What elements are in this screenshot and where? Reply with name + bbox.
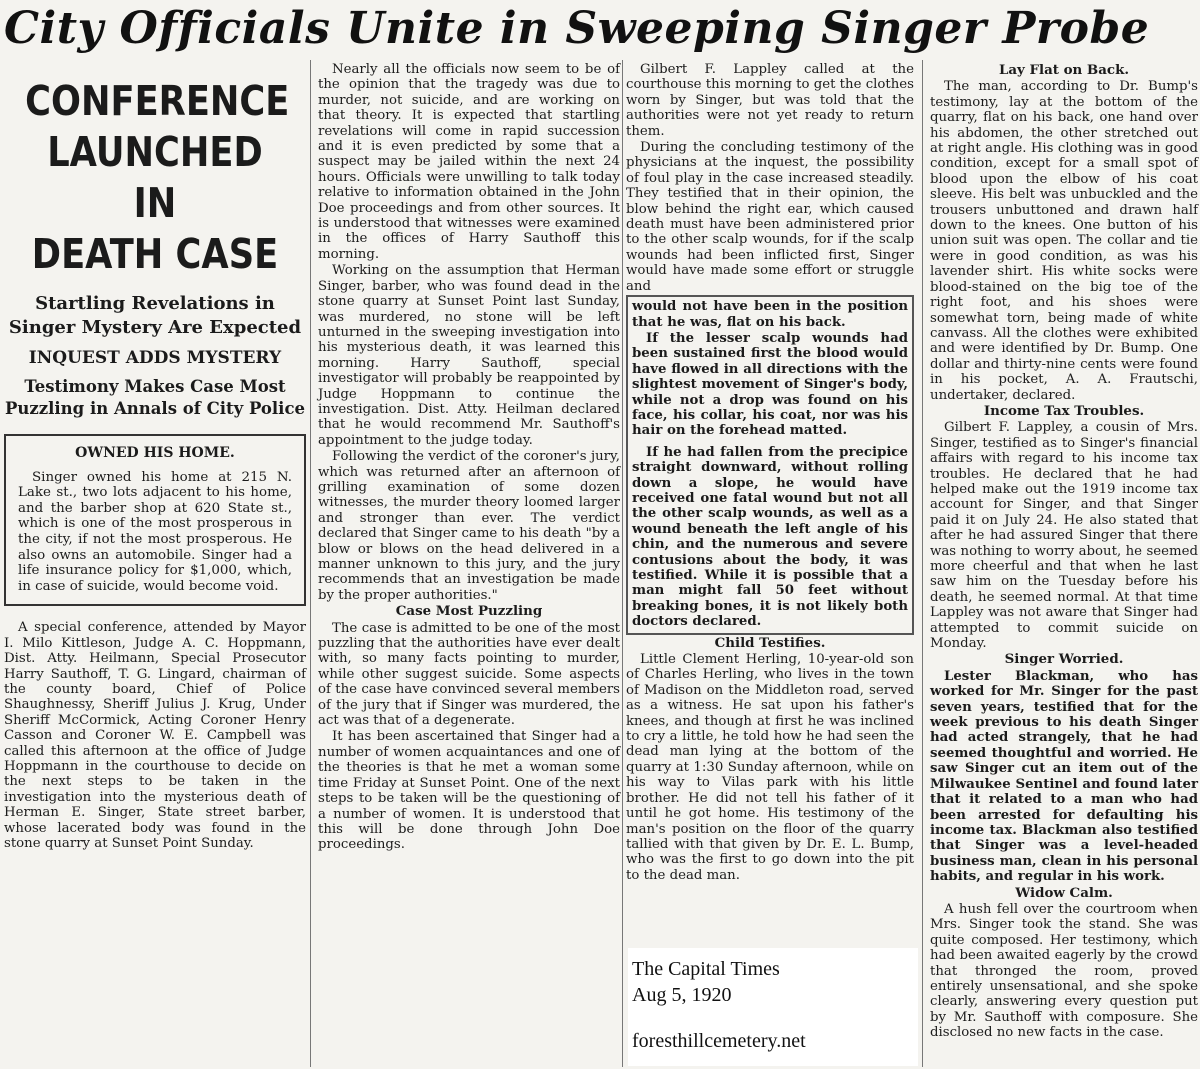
article-paragraph: Gilbert F. Lappley called at the courthouse this morning to get the clothes worn by Singer, but was told that the authorities were not yet ready to return them.	[626, 62, 914, 139]
subhead-income-tax: Income Tax Troubles.	[983, 402, 1145, 419]
subhead-lay-flat: Lay Flat on Back.	[998, 62, 1130, 78]
deck-startling: Startling Revelations in Singer Mystery Are Expected	[8, 293, 302, 338]
column-1	[4, 62, 306, 1067]
article-paragraph: Following the verdict of the coroner's jury, which was returned after an afternoon of grilling examination of some dozen witnesses, the murder theory loomed larger and stronger than ever. The verdict declared that Singer came to his death "by a blow or blows on the head delivered in a manner unknown to this jury, and the jury recommends that an investigation be made by the proper authorities."	[318, 449, 620, 603]
boxed-testimony	[626, 295, 914, 635]
publication-date: Aug 5, 1920	[632, 984, 732, 1006]
article-paragraph: would not have been in the position that he was, flat on his back.	[632, 299, 908, 330]
box-text: Singer owned his home at 215 N. Lake st., two lots adjacent to his home, and the barber shop at 620 State st., which is one of the most prosperous in the city, if not the most prosperous. He also owns an automobile. Singer had a life insurance policy for $1,000, which, in case of suicide, would become void.	[18, 469, 292, 594]
headline-line: CONFERENCE	[25, 77, 290, 125]
owned-home-box	[4, 434, 306, 606]
main-headline	[25, 76, 290, 280]
page-banner-headline: City Officials Unite in Sweeping Singer Probe	[4, 3, 1150, 54]
article-paragraph: A hush fell over the courtroom when Mrs. Singer took the stand. She was quite composed. Her testimony, which had been awaited eagerly by the crowd that thronged the room, proved entirely unsensational, and she spoke clearly, answering every question put by Mr. Sauthoff with composure. She disclosed no new facts in the case.	[930, 901, 1198, 1041]
article-paragraph: A special conference, attended by Mayor I. Milo Kittleson, Judge A. C. Hoppmann, Dist. Atty. Heilmann, Special Prosecutor Harry Sauthoff, T. G. Lingard, chairman of the county board, Chief of Police Shaughnessy, Sheriff Julius J. Krug, Under Sheriff McCormick, Acting Coroner Henry Casson and Coroner W. E. Campbell was called this afternoon at the office of Judge Hoppmann in the courthouse to decide on the next steps to be taken in the investigation into the mysterious death of Herman E. Singer, State street barber, whose lacerated body was found in the stone quarry at Sunset Point Sunday.	[4, 620, 306, 852]
website-credit: foresthillcemetery.net	[632, 1030, 806, 1052]
article-paragraph: It has been ascertained that Singer had a number of women acquaintances and one of the theories is that he met a woman some time Friday at Sunset Point. One of the next steps to be taken will be the questioning of a number of women. It is understood that this will be done through John Doe proceedings.	[318, 729, 620, 853]
deck-inquest: INQUEST ADDS MYSTERY	[28, 348, 282, 368]
source-credit	[628, 948, 918, 1066]
deck-testimony: Testimony Makes Case Most Puzzling in Annals of City Police	[4, 377, 305, 418]
article-paragraph: If the lesser scalp wounds had been sustained first the blood would have flowed in all directions with the slightest movement of Singer's body, while not a drop was found on his face, his collar, his coat, nor was his hair on the forehead matted.	[632, 330, 908, 439]
column-rule	[622, 60, 623, 1067]
column-2	[318, 62, 620, 1062]
article-paragraph: The man, according to Dr. Bump's testimony, lay at the bottom of the quarry, flat on his back, one hand over his abdomen, the other stretched out at right angle. His clothing was in good condition, except for a small spot of blood upon the elbow of his coat sleeve. His belt was unbuckled and the trousers unbuttoned and drawn half down to the knees. One button of his union suit was open. The collar and tie were in good condition, as was his lavender shirt. His white socks were blood-stained on the big toe of the right foot, and his shoes were somewhat torn, being made of white canvass. All the clothes were exhibited and were identified by Dr. Bump. One dollar and thirty-nine cents were found in his pocket, A. A. Frautschi, undertaker, declared.	[930, 79, 1198, 403]
article-paragraph: If he had fallen from the precipice straight downward, without rolling down a slope, he would have received one fatal wound but not all the other scalp wounds, as well as a wound beneath the left angle of his chin, and the numerous and severe contusions about the body, it was testified. While it is possible that a man might fall 50 feet without breaking bones, it is not likely both doctors declared.	[632, 444, 908, 630]
subhead-singer-worried: Singer Worried.	[1004, 651, 1124, 668]
column-4	[930, 62, 1198, 1067]
headline-line: LAUNCHED IN	[47, 128, 263, 227]
column-3	[626, 62, 914, 942]
article-paragraph: Nearly all the officials now seem to be of the opinion that the tragedy was due to murder, not suicide, and are working on that theory. It is expected that startling revelations will come in rapid succession and it is even predicted by some that a suspect may be jailed within the next 24 hours. Officials were unwilling to talk today relative to information obtained in the John Doe proceedings and from other sources. It is understood that witnesses were examined in the offices of Harry Sauthoff this morning.	[318, 62, 620, 262]
subhead-case-puzzling: Case Most Puzzling	[395, 603, 543, 620]
column-rule	[922, 60, 923, 1067]
subhead-widow-calm: Widow Calm.	[1015, 884, 1113, 901]
column-rule	[310, 60, 311, 1067]
subhead-child-testifies: Child Testifies.	[714, 634, 826, 651]
newspaper-name: The Capital Times	[632, 958, 780, 980]
article-paragraph: Working on the assumption that Herman Singer, barber, who was found dead in the stone quarry at Sunset Point last Sunday, was murdered, no stone will be left unturned in the sweeping investigation into his mysterious death, it was learned this morning. Harry Sauthoff, special investigator will probably be reappointed by Judge Hoppmann to continue the investigation. Dist. Atty. Heilman declared that he would recommend Mr. Sauthoff's appointment to the judge today.	[318, 263, 620, 448]
box-title: OWNED HIS HOME.	[75, 445, 235, 461]
article-paragraph: During the concluding testimony of the physicians at the inquest, the possibility of foul play in the case increased steadily. They testified that in their opinion, the blow behind the right ear, which caused death must have been administered prior to the other scalp wounds, for if the scalp wounds had been inflicted first, Singer would have made some effort or struggle and	[626, 140, 914, 294]
article-paragraph: The case is admitted to be one of the most puzzling that the authorities have ever dealt with, so many facts pointing to murder, while other suggest suicide. Some aspects of the case have convinced several members of the jury that if Singer was murdered, the act was that of a degenerate.	[318, 620, 620, 729]
headline-line: DEATH CASE	[31, 230, 279, 278]
article-paragraph: Little Clement Herling, 10-year-old son of Charles Herling, who lives in the town of Madison on the Middleton road, served as a witness. He sat upon his father's knees, and though at first he was inclined to cry a little, he told how he had seen the dead man lying at the bottom of the quarry at 1:30 Sunday afternoon, while on his way to Vilas park with his little brother. He did not tell his father of it until he got home. His testimony of the man's position on the floor of the quarry tallied with that given by Dr. E. L. Bump, who was the first to go down into the pit to the dead man.	[626, 652, 914, 883]
article-paragraph: Lester Blackman, who has worked for Mr. Singer for the past seven years, testified that for the week previous to his death Singer had acted strangely, that he had seemed thoughtful and worried. He saw Singer cut an item out of the Milwaukee Sentinel and found later that it related to a man who had been arrested for defaulting his income tax. Blackman also testified that Singer was a level-headed business man, clean in his personal habits, and regular in his work.	[930, 668, 1198, 885]
article-paragraph: Gilbert F. Lappley, a cousin of Mrs. Singer, testified as to Singer's financial affairs with regard to his income tax troubles. He declared that he had helped make out the 1919 income tax account for Singer, and that Singer paid it on July 24. He also stated that after he had assured Singer that there was nothing to worry about, he seemed more cheerful and that when he last saw him on the Tuesday before his death, he seemed normal. At that time Lappley was not aware that Singer had attempted to commit suicide on Monday.	[930, 420, 1198, 652]
